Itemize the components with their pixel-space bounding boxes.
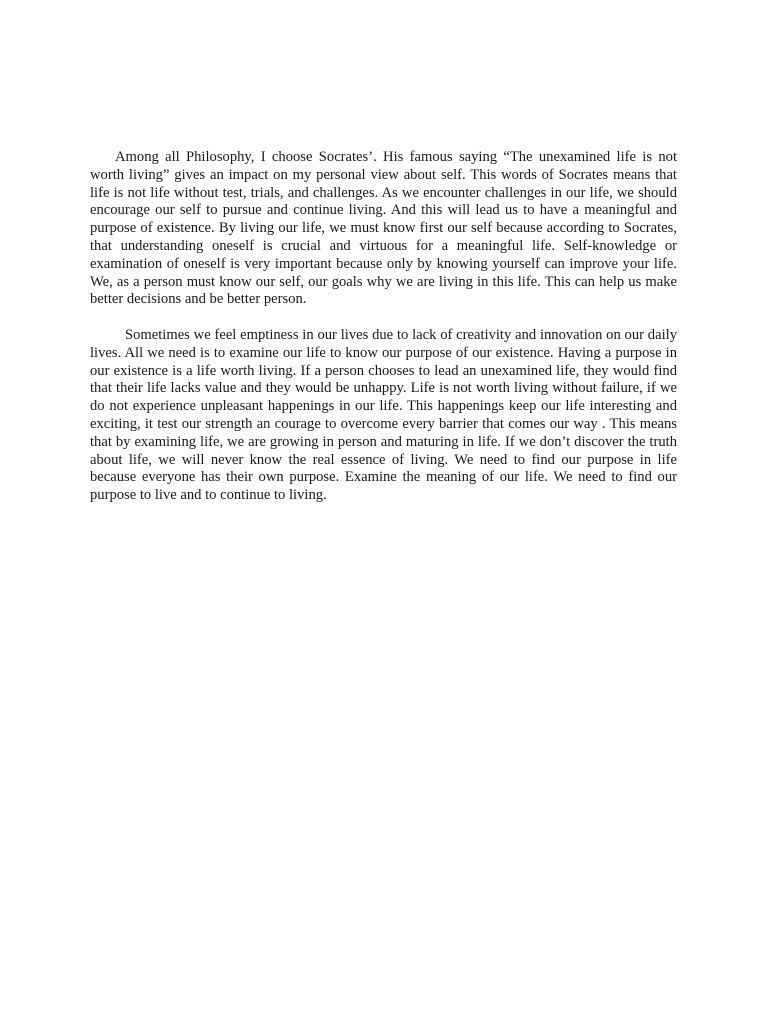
essay-body	[90, 149, 677, 505]
paragraph-2: Sometimes we feel emptiness in our lives due to lack of creativity and innovation on our daily lives. All we need is to examine our life to know our purpose of our existence. Having a purpose in our existence is a life worth living. If a person chooses to lead an unexamined life, they would find that their life lacks value and they would be unhappy. Life is not worth living without failure, if we do not experience unpleasant happenings in our life. This happenings keep our life interesting and exciting, it test our strength an courage to overcome every barrier that comes our way . This means that by examining life, we are growing in person and maturing in life. If we don’t discover the truth about life, we will never know the real essence of living. We need to find our purpose in life because everyone has their own purpose. Examine the meaning of our life. We need to find our purpose to live and to continue to living.	[90, 326, 677, 504]
paragraph-1: Among all Philosophy, I choose Socrates’. His famous saying “The unexamined life is not worth living” gives an impact on my personal view about self. This words of Socrates means that life is not life without test, trials, and challenges. As we encounter challenges in our life, we should encourage our self to pursue and continue living. And this will lead us to have a meaningful and purpose of existence. By living our life, we must know first our self because according to Socrates, that understanding oneself is crucial and virtuous for a meaningful life. Self-knowledge or examination of oneself is very important because only by knowing yourself can improve your life. We, as a person must know our self, our goals why we are living in this life. This can help us make better decisions and be better person.	[90, 149, 677, 308]
